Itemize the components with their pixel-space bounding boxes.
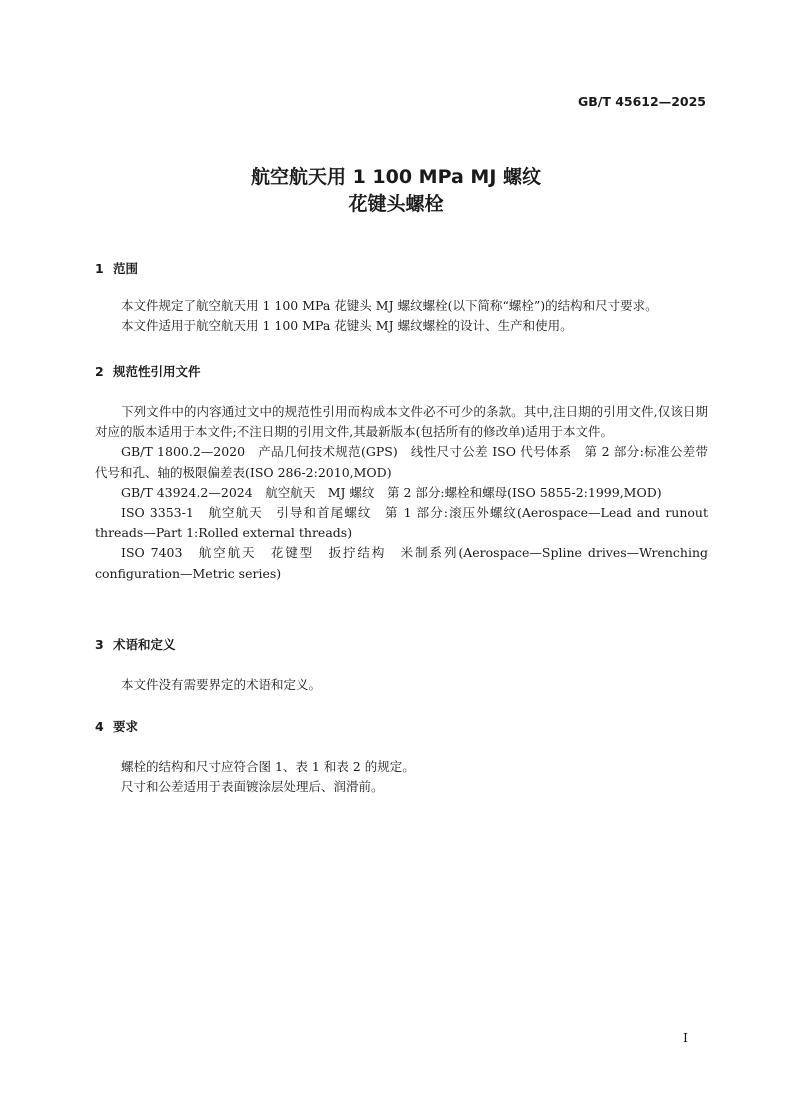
section-1-heading bbox=[95, 259, 138, 277]
reference-entry: GB/T 1800.2—2020 产品几何技术规范(GPS) 线性尺寸公差 ISO 代号体系 第 2 部分:标准公差带代号和孔、轴的极限偏差表(ISO 286-2:2010,MOD) bbox=[95, 444, 708, 480]
section-title: 范围 bbox=[113, 261, 139, 276]
page-number: I bbox=[683, 1030, 688, 1045]
section-number: 1 bbox=[95, 261, 104, 276]
section-number: 2 bbox=[95, 364, 104, 379]
paragraph: 本文件没有需要界定的术语和定义。 bbox=[121, 677, 322, 692]
paragraph: 本文件规定了航空航天用 1 100 MPa 花键头 MJ 螺纹螺栓(以下简称“螺栓”)的结构和尺寸要求。 bbox=[121, 298, 658, 313]
section-3-heading bbox=[95, 635, 176, 653]
section-2-heading bbox=[95, 362, 201, 380]
section-1-body bbox=[95, 296, 708, 336]
section-number: 4 bbox=[95, 719, 104, 734]
paragraph: 螺栓的结构和尺寸应符合图 1、表 1 和表 2 的规定。 bbox=[121, 759, 415, 774]
reference-entry: ISO 3353-1 航空航天 引导和首尾螺纹 第 1 部分:滚压外螺纹(Aerospace—Lead and runout threads—Part 1:Rolled external threads) bbox=[95, 505, 708, 541]
paragraph: 下列文件中的内容通过文中的规范性引用而构成本文件必不可少的条款。其中,注日期的引用文件,仅该日期对应的版本适用于本文件;不注日期的引用文件,其最新版本(包括所有的修改单)适用于本文件。 bbox=[95, 404, 708, 440]
section-title: 术语和定义 bbox=[113, 637, 176, 652]
section-4-body bbox=[95, 757, 708, 797]
section-2-body bbox=[95, 402, 708, 584]
reference-entry: ISO 7403 航空航天 花键型 扳拧结构 米制系列(Aerospace—Spline drives—Wrenching configuration—Metric series) bbox=[95, 545, 708, 581]
section-3-body bbox=[95, 675, 708, 695]
reference-entry: GB/T 43924.2—2024 航空航天 MJ 螺纹 第 2 部分:螺栓和螺母(ISO 5855-2:1999,MOD) bbox=[121, 484, 662, 500]
section-number: 3 bbox=[95, 637, 104, 652]
paragraph: 本文件适用于航空航天用 1 100 MPa 花键头 MJ 螺纹螺栓的设计、生产和使用。 bbox=[121, 318, 573, 334]
standard-number: GB/T 45612—2025 bbox=[577, 94, 706, 109]
document-title-line-2: 花键头螺栓 bbox=[348, 193, 444, 215]
document-title-line-1: 航空航天用 1 100 MPa MJ 螺纹 bbox=[250, 166, 542, 188]
paragraph: 尺寸和公差适用于表面镀涂层处理后、润滑前。 bbox=[121, 779, 384, 795]
section-4-heading bbox=[95, 717, 138, 735]
section-title: 要求 bbox=[113, 719, 139, 734]
section-title: 规范性引用文件 bbox=[113, 364, 201, 379]
